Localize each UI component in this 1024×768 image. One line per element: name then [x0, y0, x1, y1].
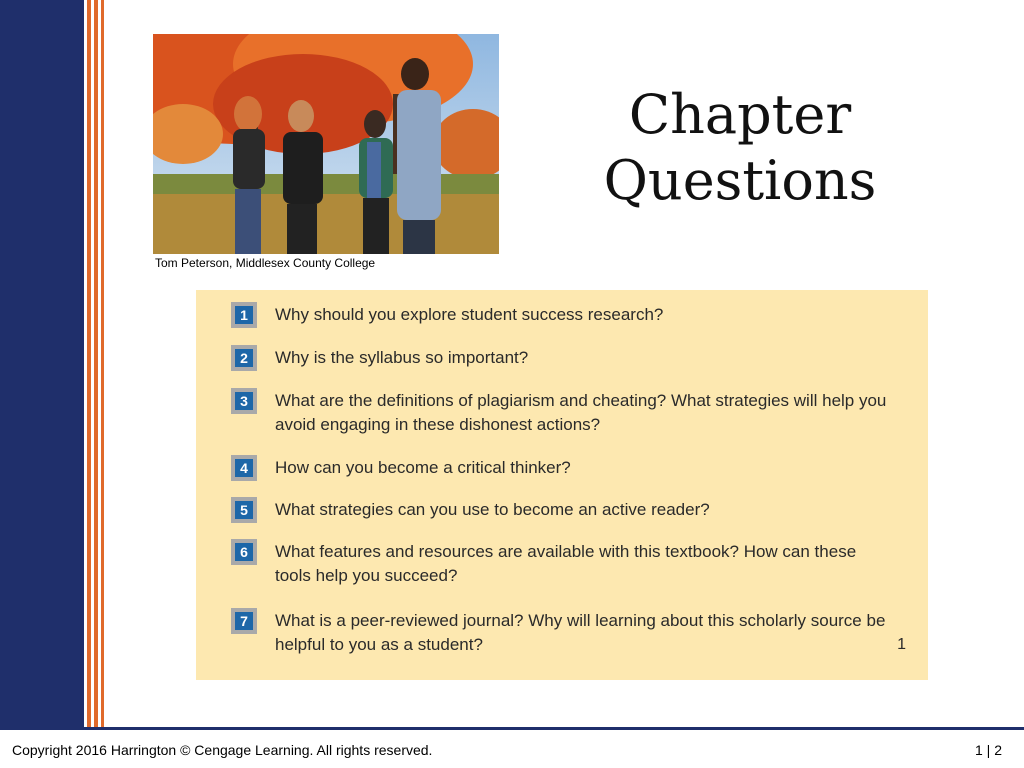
question-number: 4	[235, 459, 253, 477]
question-number-box	[231, 345, 257, 371]
question-text: What strategies can you use to become an active reader?	[275, 500, 710, 519]
stripe-orange-3	[101, 0, 104, 727]
questions-panel	[196, 290, 928, 680]
question-text: How can you become a critical thinker?	[275, 458, 571, 477]
question-number: 2	[235, 349, 253, 367]
question-number-box	[231, 608, 257, 634]
question-number-box	[231, 497, 257, 523]
slide-title	[600, 82, 880, 214]
slide-number: 1 | 2	[975, 742, 1002, 758]
copyright-text: Copyright 2016 Harrington © Cengage Learning. All rights reserved.	[12, 742, 433, 758]
footer-divider	[0, 727, 1024, 730]
question-number-box	[231, 302, 257, 328]
title-line-2: Questions	[603, 149, 877, 212]
question-text: Why is the syllabus so important?	[275, 348, 529, 367]
question-text: What are the definitions of plagiarism and cheating? What strategies will help you avoid engaging in these dishonest actions?	[275, 391, 887, 434]
question-number: 6	[235, 543, 253, 561]
question-number-box	[231, 388, 257, 414]
question-number-box	[231, 539, 257, 565]
question-text: What features and resources are available with this textbook? How can these tools help you succeed?	[275, 542, 857, 585]
panel-page-number: 1	[897, 636, 906, 653]
students-photo	[153, 34, 499, 254]
question-text: Why should you explore student success research?	[275, 305, 664, 324]
question-number: 3	[235, 392, 253, 410]
photo-caption: Tom Peterson, Middlesex County College	[155, 256, 376, 270]
question-number: 5	[235, 501, 253, 519]
question-number: 1	[235, 306, 253, 324]
title-line-1: Chapter	[628, 83, 852, 146]
question-text: What is a peer-reviewed journal? Why will learning about this scholarly source be helpful to you as a student?	[275, 611, 886, 654]
left-sidebar-bar	[0, 0, 84, 727]
question-number-box	[231, 455, 257, 481]
question-number: 7	[235, 612, 253, 630]
